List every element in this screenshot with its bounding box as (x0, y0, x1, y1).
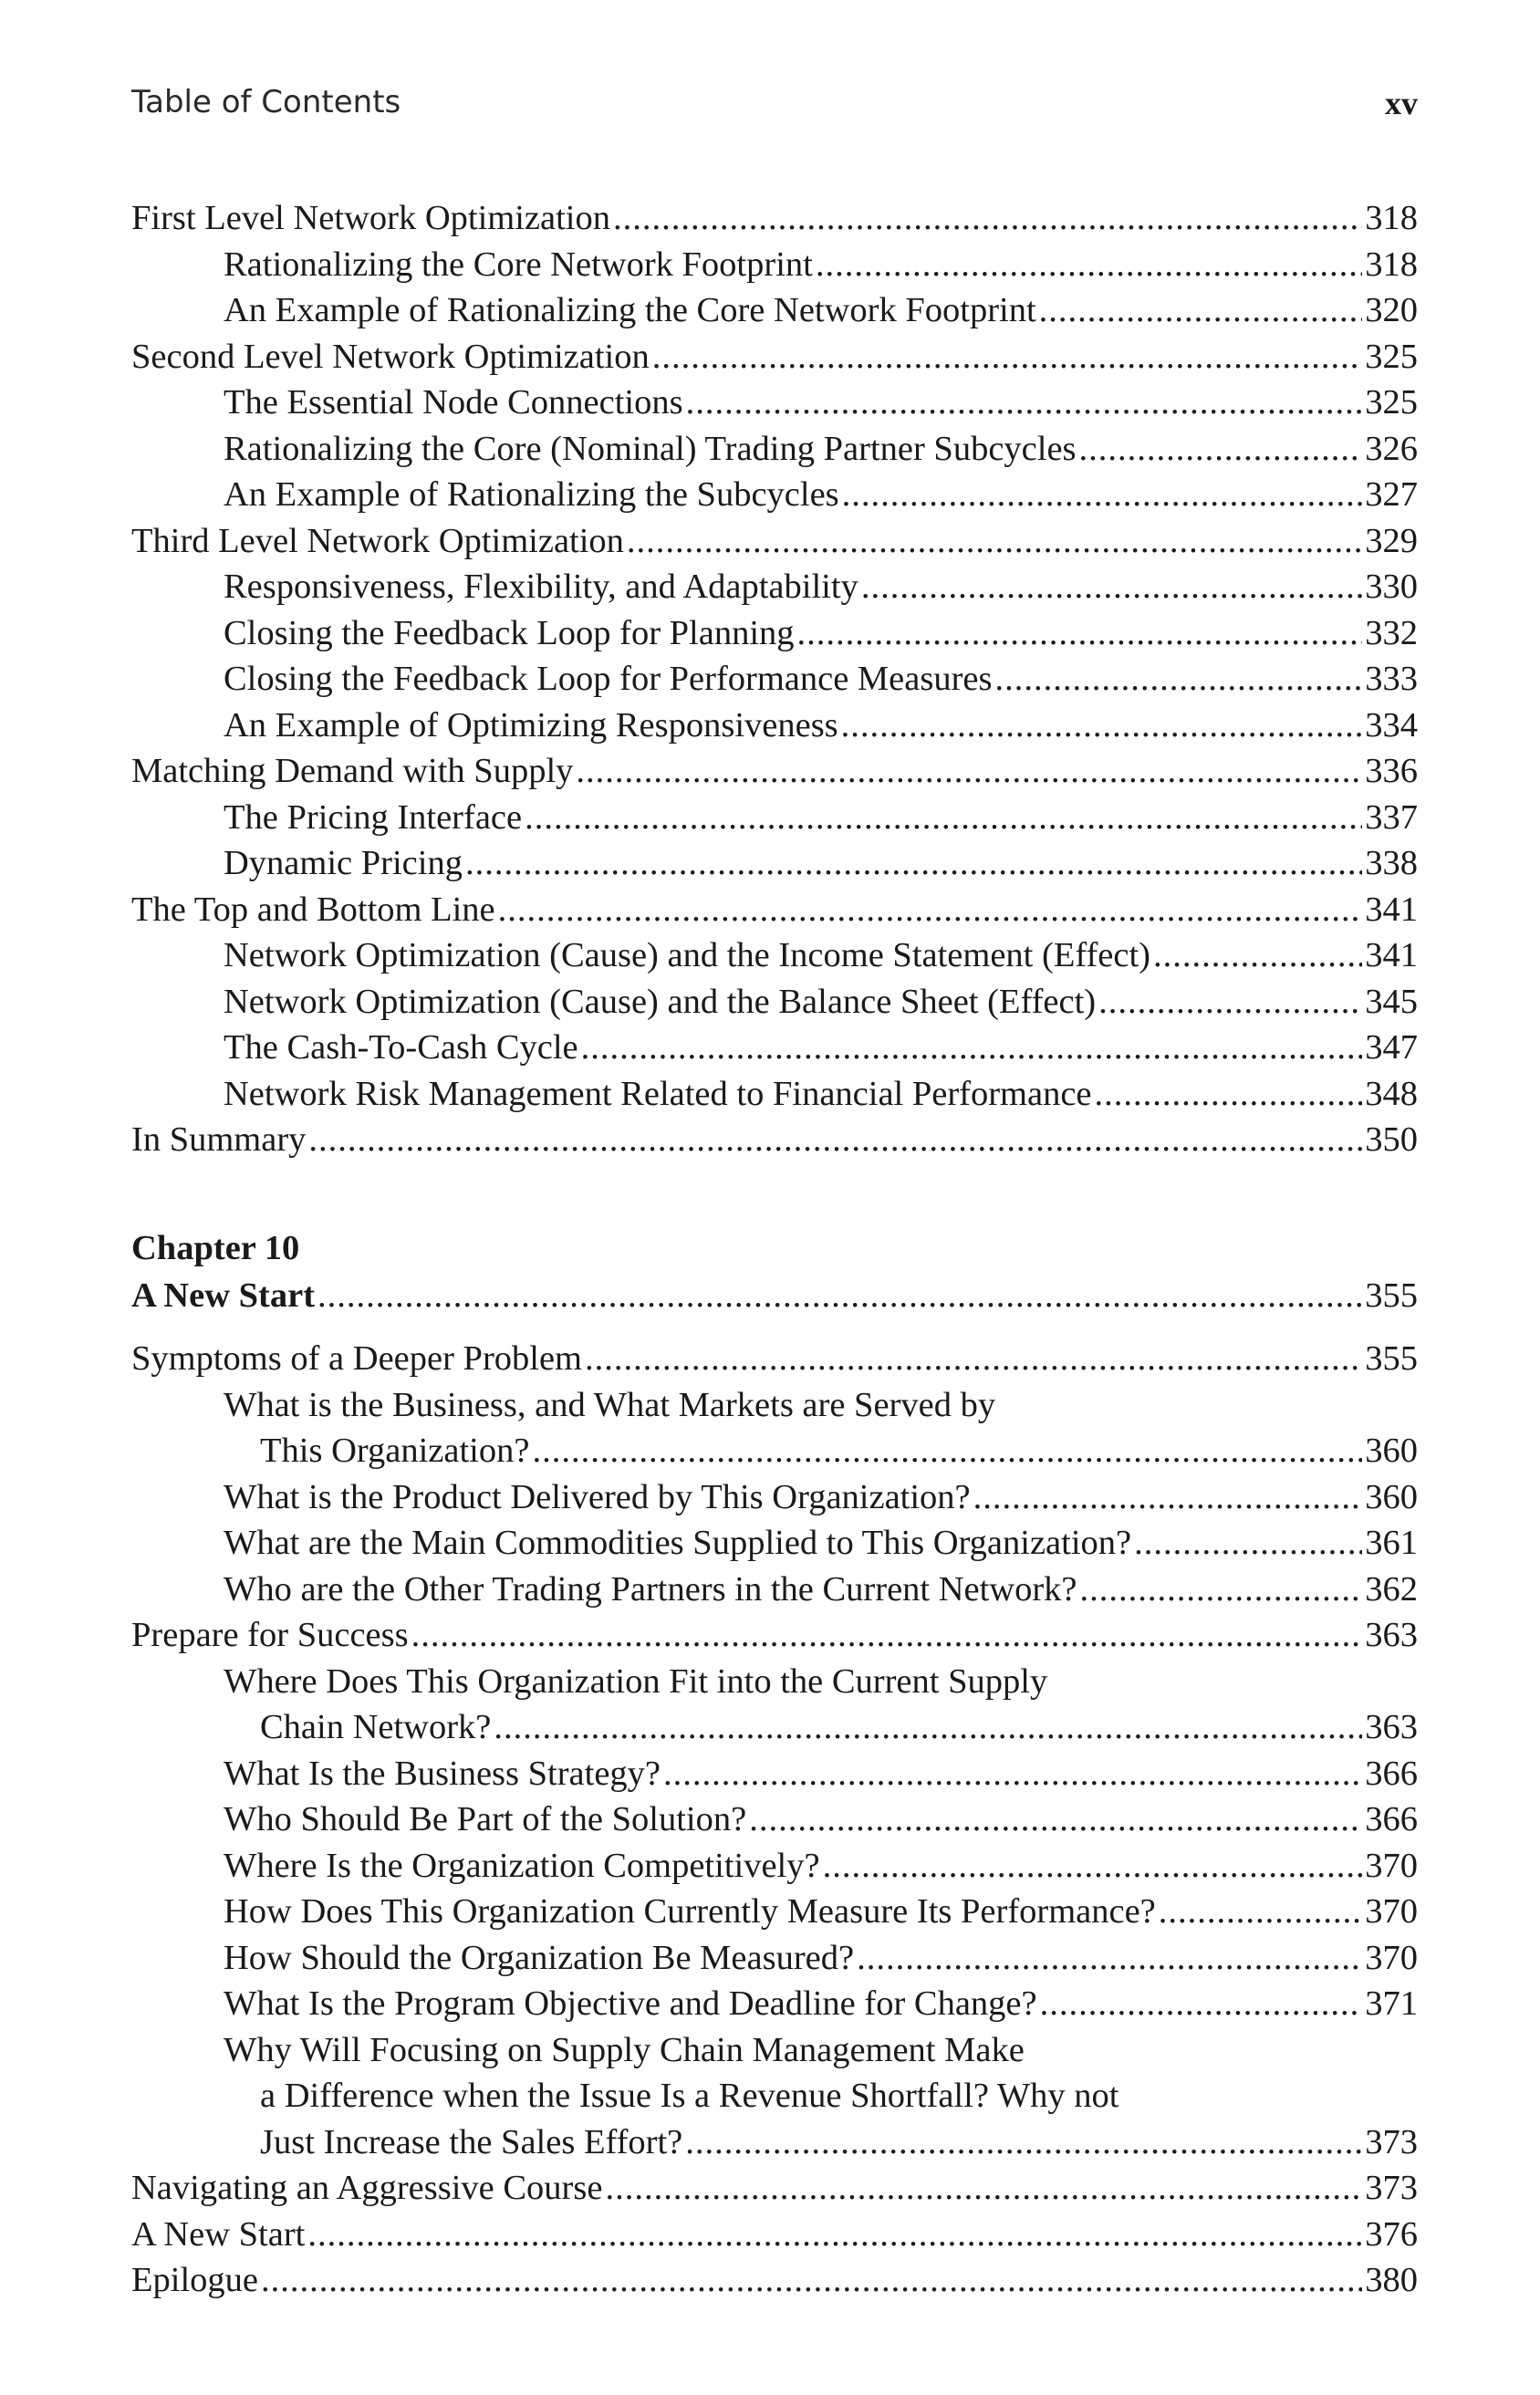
toc-entry (131, 2257, 1418, 2304)
toc-entry (131, 1567, 1418, 1613)
dot-leader (494, 1704, 1362, 1751)
entry-title: Network Optimization (Cause) and the Income Statement (Effect) (224, 936, 1150, 974)
entry-page: 338 (1365, 844, 1418, 882)
toc-entry (131, 426, 1418, 473)
entry-page: 373 (1365, 2169, 1418, 2207)
entry-title: How Does This Organization Currently Measure Its Performance? (224, 1892, 1156, 1931)
entry-title: Epilogue (131, 2261, 258, 2299)
entry-page: 327 (1365, 475, 1418, 514)
toc-entry (131, 1336, 1418, 1382)
entry-page: 329 (1365, 521, 1418, 560)
toc-entry (131, 1889, 1418, 1935)
entry-title: The Top and Bottom Line (131, 890, 495, 929)
entry-page: 366 (1365, 1800, 1418, 1838)
chapter-page: 355 (1365, 1276, 1418, 1315)
toc-entry (131, 1428, 1418, 1474)
dot-leader (605, 2165, 1362, 2212)
toc-entry (131, 2212, 1418, 2258)
entry-page: 360 (1365, 1432, 1418, 1470)
entry-title: Just Increase the Sales Effort? (260, 2122, 683, 2161)
dot-leader (1040, 1981, 1363, 2027)
running-title: Table of Contents (131, 84, 401, 120)
dot-leader (1079, 426, 1363, 473)
entry-page: 320 (1365, 291, 1418, 329)
entry-title: This Organization? (260, 1432, 530, 1470)
toc-entry (131, 840, 1418, 887)
dot-leader (532, 1428, 1362, 1474)
entry-page: 360 (1365, 1477, 1418, 1516)
entry-page: 362 (1365, 1569, 1418, 1609)
entry-title-line: Where Does This Organization Fit into the Current Supply (224, 1661, 1048, 1701)
entry-title-line: Why Will Focusing on Supply Chain Management Make (224, 2030, 1025, 2069)
toc-entry (131, 1520, 1418, 1567)
toc-entry (131, 195, 1418, 242)
toc-entry (131, 1935, 1418, 1982)
entry-title: Navigating an Aggressive Course (131, 2169, 603, 2207)
entry-page: 330 (1365, 568, 1418, 606)
toc-list (131, 195, 1418, 1163)
chapter-title-entry (131, 1272, 1418, 1319)
toc-entry (131, 795, 1418, 841)
entry-title: Network Optimization (Cause) and the Balance Sheet (Effect) (224, 982, 1097, 1021)
entry-page: 350 (1365, 1120, 1418, 1159)
entry-page: 318 (1365, 199, 1418, 237)
entry-title: A New Start (131, 2214, 306, 2254)
entry-title: Responsiveness, Flexibility, and Adaptability (224, 568, 858, 606)
entry-title: Who are the Other Trading Partners in the Current Network? (224, 1569, 1077, 1609)
toc-entry (131, 932, 1418, 979)
toc-entry (131, 1704, 1418, 1751)
toc-entry (131, 1071, 1418, 1118)
entry-title: Prepare for Success (131, 1616, 409, 1654)
dot-leader (308, 1117, 1362, 1163)
entry-page: 371 (1365, 1984, 1418, 2023)
dot-leader (498, 887, 1363, 933)
entry-page: 347 (1365, 1028, 1418, 1067)
entry-page: 363 (1365, 1616, 1418, 1654)
dot-leader (1134, 1520, 1362, 1567)
toc-entry (131, 1612, 1418, 1659)
toc-entry (131, 610, 1418, 657)
toc-entry (131, 748, 1418, 795)
entry-title: First Level Network Optimization (131, 199, 610, 237)
dot-leader (1098, 979, 1362, 1026)
toc-entry (131, 242, 1418, 288)
entry-title: Third Level Network Optimization (131, 521, 624, 560)
entry-page: 341 (1365, 890, 1418, 929)
entry-page: 370 (1365, 1892, 1418, 1931)
toc-entry (131, 1796, 1418, 1843)
dot-leader (857, 1935, 1362, 1982)
toc-entry (131, 1117, 1418, 1163)
toc-entry (131, 334, 1418, 380)
entry-title: What are the Main Commodities Supplied to This Organization? (224, 1524, 1132, 1562)
dot-leader (823, 1843, 1363, 1890)
dot-leader (581, 1025, 1363, 1071)
chapter-title: A New Start (131, 1276, 316, 1315)
toc-list (131, 1336, 1418, 2304)
dot-leader (576, 748, 1362, 795)
dot-leader (525, 795, 1362, 841)
toc-entry (131, 1843, 1418, 1890)
dot-leader (465, 840, 1362, 887)
entry-page: 341 (1365, 936, 1418, 974)
dot-leader (317, 1272, 1362, 1319)
entry-title: An Example of Rationalizing the Core Network Footprint (224, 291, 1036, 329)
toc-entry (131, 1981, 1418, 2027)
dot-leader (1159, 1889, 1362, 1935)
entry-page: 334 (1365, 705, 1418, 745)
entry-title: What is the Product Delivered by This Organization? (224, 1477, 971, 1516)
entry-title: The Pricing Interface (224, 797, 523, 837)
entry-page: 380 (1365, 2261, 1418, 2299)
toc-entry (131, 2165, 1418, 2212)
dot-leader (994, 656, 1362, 703)
toc-entry (131, 287, 1418, 334)
dot-leader (627, 518, 1362, 565)
toc-entry (131, 2119, 1418, 2166)
entry-title: Rationalizing the Core (Nominal) Trading Partner Subcycles (224, 429, 1077, 468)
toc-entry (131, 1751, 1418, 1797)
entry-title: Network Risk Management Related to Financial Performance (224, 1074, 1092, 1113)
entry-title: What Is the Program Objective and Deadline for Change? (224, 1984, 1037, 2023)
entry-page: 348 (1365, 1074, 1418, 1113)
toc-entry (131, 1025, 1418, 1071)
entry-title: Closing the Feedback Loop for Planning (224, 613, 795, 652)
entry-page: 325 (1365, 383, 1418, 422)
entry-page: 337 (1365, 797, 1418, 837)
toc-entry (131, 518, 1418, 565)
toc-entry (131, 380, 1418, 426)
entry-title: Who Should Be Part of the Solution? (224, 1800, 747, 1838)
dot-leader (797, 610, 1363, 657)
entry-page: 345 (1365, 982, 1418, 1021)
dot-leader (652, 334, 1363, 380)
toc-entry (131, 887, 1418, 933)
toc-entry (131, 703, 1418, 749)
entry-title: Where Is the Organization Competitively? (224, 1846, 820, 1885)
dot-leader (842, 472, 1363, 518)
entry-title: An Example of Rationalizing the Subcycles (224, 475, 839, 514)
entry-title: The Essential Node Connections (224, 383, 683, 422)
entry-title: An Example of Optimizing Responsiveness (224, 705, 838, 745)
entry-page: 325 (1365, 337, 1418, 376)
entry-title: Closing the Feedback Loop for Performance Measures (224, 660, 993, 698)
entry-page: 370 (1365, 1846, 1418, 1885)
entry-title: What Is the Business Strategy? (224, 1754, 661, 1793)
entry-page: 355 (1365, 1339, 1418, 1378)
entry-page: 361 (1365, 1524, 1418, 1562)
entry-page: 373 (1365, 2122, 1418, 2161)
dot-leader (1153, 932, 1362, 979)
dot-leader (307, 2212, 1362, 2258)
dot-leader (749, 1796, 1362, 1843)
entry-title: Matching Demand with Supply (131, 752, 574, 790)
dot-leader (663, 1751, 1362, 1797)
entry-title: Dynamic Pricing (224, 844, 463, 882)
toc-entry (131, 564, 1418, 610)
entry-title: Chain Network? (260, 1708, 492, 1746)
dot-leader (841, 703, 1363, 749)
entry-title: The Cash-To-Cash Cycle (224, 1028, 578, 1067)
dot-leader (261, 2257, 1362, 2304)
entry-page: 363 (1365, 1708, 1418, 1746)
dot-leader (585, 1336, 1362, 1382)
entry-title: In Summary (131, 1120, 307, 1159)
entry-page: 333 (1365, 660, 1418, 698)
entry-page: 318 (1365, 245, 1418, 284)
entry-page: 366 (1365, 1754, 1418, 1793)
entry-title-line: What is the Business, and What Markets are Served by (224, 1385, 996, 1424)
entry-page: 336 (1365, 752, 1418, 790)
dot-leader (411, 1612, 1363, 1659)
dot-leader (1080, 1567, 1363, 1613)
entry-title: Second Level Network Optimization (131, 337, 650, 376)
entry-page: 332 (1365, 613, 1418, 652)
entry-title-line: a Difference when the Issue Is a Revenue Shortfall? Why not (260, 2077, 1119, 2115)
dot-leader (1095, 1071, 1363, 1118)
entry-title: Symptoms of a Deeper Problem (131, 1339, 582, 1378)
dot-leader (973, 1474, 1363, 1521)
entry-page: 376 (1365, 2214, 1418, 2254)
running-head (131, 84, 1418, 130)
entry-title: How Should the Organization Be Measured? (224, 1938, 855, 1977)
entry-title: Rationalizing the Core Network Footprint (224, 245, 813, 284)
toc-entry (131, 979, 1418, 1026)
toc-entry (131, 1474, 1418, 1521)
toc-entry (131, 472, 1418, 518)
dot-leader (685, 2119, 1362, 2166)
dot-leader (686, 380, 1363, 426)
dot-leader (816, 242, 1362, 288)
dot-leader (613, 195, 1362, 242)
entry-page: 326 (1365, 429, 1418, 468)
entry-page: 370 (1365, 1938, 1418, 1977)
dot-leader (1039, 287, 1363, 334)
chapter-heading (131, 1224, 1418, 1319)
page-number: xv (1385, 85, 1418, 121)
toc-entry (131, 656, 1418, 703)
dot-leader (861, 564, 1362, 610)
chapter-label: Chapter 10 (131, 1229, 300, 1267)
